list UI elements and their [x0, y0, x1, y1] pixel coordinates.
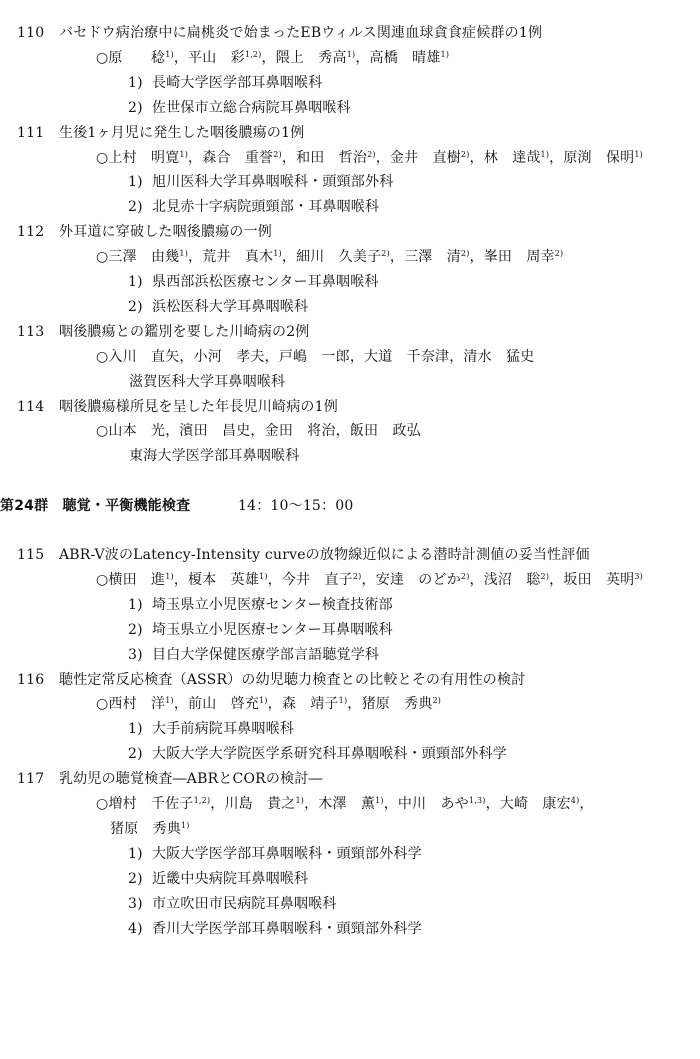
affiliation-name: 大阪大学医学部耳鼻咽喉科・頭頸部外科学: [152, 845, 422, 862]
abstract-title: 咽後膿瘍との鑑別を要した川崎病の2例: [59, 323, 310, 340]
abstract-authors: ○三澤 由幾$^{1)}$，荒井 真木$^{1)}$，細川 久美子$^{2)}$，三澤 清$^{2)}$，峯田 周幸$^{2)}$: [96, 249, 564, 266]
affiliation-name: 市立吹田市民病院耳鼻咽喉科: [152, 895, 337, 912]
affiliation-marker: 1): [128, 845, 143, 862]
affiliation-marker: 2): [128, 746, 143, 763]
abstract-title: 聴性定常反応検査（ASSR）の幼児聴力検査との比較とその有用性の検討: [59, 671, 526, 688]
affiliation-name: 県西部浜松医療センター耳鼻咽喉科: [152, 274, 379, 290]
affiliation-marker: 1): [128, 174, 143, 191]
affiliation-name: 浜松医科大学耳鼻咽喉科: [152, 298, 309, 315]
affiliation-name: 埼玉県立小児医療センター耳鼻咽喉科: [152, 621, 393, 638]
abstract-authors-cont: 猪原 秀典$^{1)}$: [110, 820, 190, 837]
affiliation-marker: 2): [128, 870, 143, 887]
affiliation-name: 北見赤十字病院頭頸部・耳鼻咽喉科: [152, 199, 380, 216]
abstract-number: 112: [17, 224, 45, 241]
abstract-number: 117: [17, 771, 45, 788]
affiliation-name: 旭川医科大学耳鼻咽喉科・頭頸部外科: [152, 174, 394, 191]
affiliation-name: 大阪大学大学院医学系研究科耳鼻咽喉科・頭頸部外科学: [152, 746, 507, 763]
abstract-title: 生後1ヶ月児に発生した咽後膿瘍の1例: [59, 124, 305, 141]
abstract-title: ABR-V波のLatency-Intensity curveの放物線近似による潜時計測値の妥当性評価: [59, 547, 590, 563]
abstract-authors: ○上村 明寛$^{1)}$，森合 重誉$^{2)}$，和田 哲治$^{2)}$，金井 直樹$^{2)}$，林 達哉$^{1)}$，原渕 保明$^{1)}$: [96, 149, 643, 166]
abstract-authors: ○山本 光，濱田 昌史，金田 将治，飯田 政弘: [96, 423, 421, 440]
affiliation-name: 香川大学医学部耳鼻咽喉科・頭頸部外科学: [152, 920, 422, 937]
affiliation-marker: 1): [128, 596, 143, 613]
abstract-number: 114: [17, 398, 45, 415]
abstract-authors: ○入川 直矢，小河 孝夫，戸嶋 一郎，大道 千奈津，清水 猛史: [96, 348, 535, 365]
abstract-authors: ○横田 進$^{1)}$，榎本 英雄$^{1)}$，今井 直子$^{2)}$，安達 のどか$^{2)}$，浅沼 聡$^{2)}$，坂田 英明$^{3)}$: [96, 571, 643, 588]
abstract-authors: ○西村 洋$^{1)}$，前山 啓充$^{1)}$，森 靖子$^{1)}$，猪原 秀典$^{2)}$: [96, 696, 442, 713]
affiliation-name: 埼玉県立小児医療センター検査技術部: [152, 596, 393, 613]
session-time: 14：10〜15：00: [238, 498, 354, 514]
institution-name: 東海大学医学部耳鼻咽喉科: [129, 448, 300, 465]
abstract-number: 116: [17, 671, 45, 688]
affiliation-name: 近畿中央病院耳鼻咽喉科: [152, 870, 309, 887]
abstract-title: 咽後膿瘍様所見を呈した年長児川崎病の1例: [59, 398, 338, 415]
abstract-authors: ○原 稔$^{1)}$，平山 彩$^{1,2)}$，隈上 秀高$^{1)}$，高橋 晴雄$^{1)}$: [96, 49, 450, 66]
affiliation-name: 佐世保市立総合病院耳鼻咽喉科: [152, 99, 351, 116]
affiliation-marker: 2): [128, 99, 143, 116]
affiliation-marker: 3): [128, 646, 143, 663]
abstract-title: 乳幼児の聴覚検査―ABRとCORの検討―: [59, 771, 323, 788]
affiliation-marker: 2): [128, 298, 143, 315]
affiliation-name: 長崎大学医学部耳鼻咽喉科: [152, 74, 323, 91]
session-heading: 第24群 聴覚・平衡機能検査: [0, 498, 191, 514]
affiliation-marker: 2): [128, 621, 143, 638]
affiliation-marker: 3): [128, 895, 143, 912]
abstract-title: バセドウ病治療中に扁桃炎で始まったEBウィルス関連血球貪食症候群の1例: [59, 25, 543, 41]
affiliation-marker: 4): [128, 920, 143, 937]
affiliation-name: 大手前病院耳鼻咽喉科: [152, 721, 294, 738]
abstract-title: 外耳道に穿破した咽後膿瘍の一例: [59, 224, 272, 241]
abstract-number: 111: [17, 124, 45, 141]
affiliation-marker: 1): [128, 74, 143, 91]
institution-name: 滋賀医科大学耳鼻咽喉科: [129, 373, 286, 390]
abstract-number: 115: [17, 547, 45, 563]
abstract-number: 110: [17, 25, 45, 41]
affiliation-name: 目白大学保健医療学部言語聴覚学科: [152, 646, 380, 663]
abstract-authors: ○増村 千佐子$^{1,2)}$，川島 貴之$^{1)}$，木澤 薫$^{1)}$，中川 あや$^{1,3)}$，大崎 康宏$^{4)}$，: [96, 796, 594, 812]
affiliation-marker: 1): [128, 721, 143, 738]
abstract-number: 113: [17, 323, 45, 340]
affiliation-marker: 1): [128, 274, 143, 290]
affiliation-marker: 2): [128, 199, 143, 216]
